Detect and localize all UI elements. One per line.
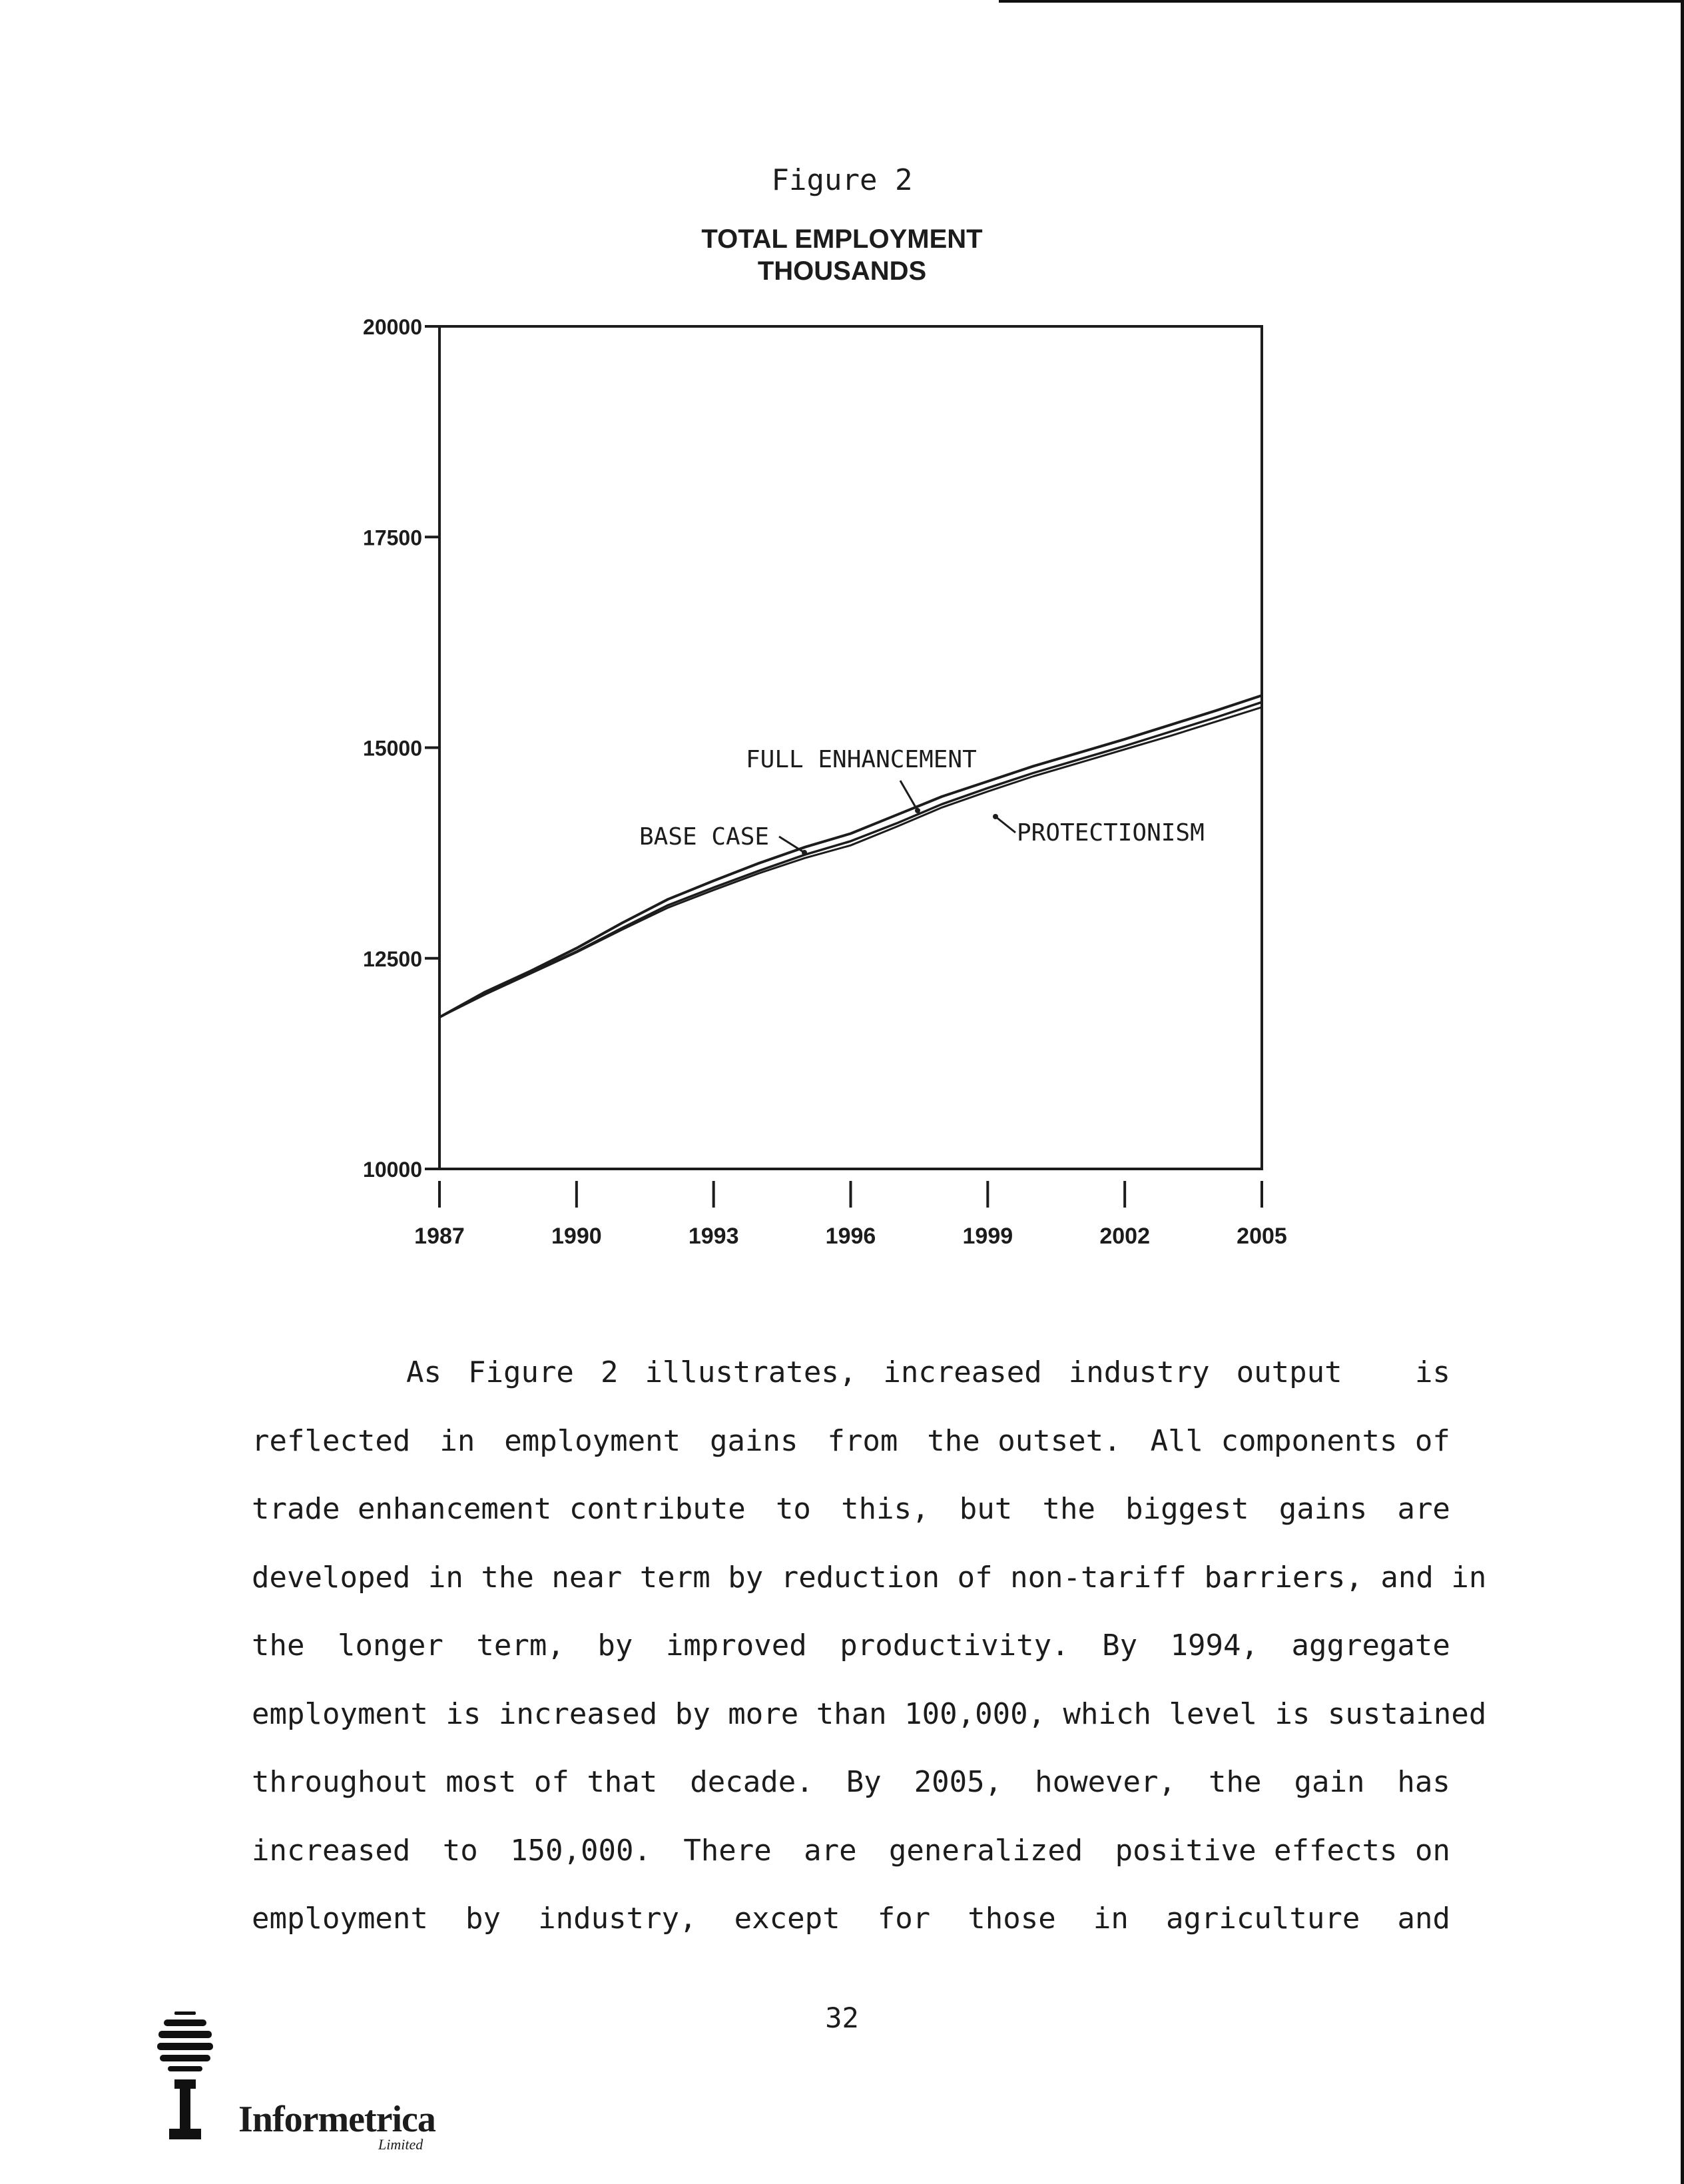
text-word: those (968, 1902, 1056, 1936)
text-word: to (775, 1492, 811, 1526)
text-word: by (465, 1902, 501, 1936)
annotation-leader (900, 781, 918, 811)
text-word: longer (337, 1629, 443, 1662)
text-line (252, 1885, 1450, 1954)
text-line (252, 1612, 1450, 1680)
text-word: the (1209, 1765, 1262, 1799)
logo-subtitle: Limited (378, 2136, 423, 2153)
text-word: gains (1278, 1492, 1368, 1526)
text-word: reflected (252, 1423, 411, 1458)
text-word: are (1397, 1492, 1450, 1526)
annotation-leader (779, 837, 804, 853)
text-word: increased (883, 1355, 1042, 1389)
x-tick-label: 2002 (1099, 1224, 1150, 1249)
text-word: agriculture (1165, 1902, 1360, 1936)
logo-wordmark: Informetrica (238, 2099, 435, 2140)
text-word: 1994, (1170, 1629, 1259, 1662)
x-tick-label: 1987 (414, 1224, 465, 1249)
series-annotation-label: PROTECTIONISM (1017, 819, 1205, 847)
annotation-leader (995, 817, 1015, 833)
x-tick-label: 1996 (825, 1224, 876, 1249)
text-word: As (406, 1355, 441, 1389)
text-line (252, 1748, 1450, 1817)
text-line (252, 1817, 1450, 1886)
text-word: for (877, 1902, 931, 1936)
text-word: 150,000. (510, 1833, 651, 1868)
text-line (252, 1544, 1487, 1613)
text-word: the (1042, 1492, 1095, 1526)
text-word: to (442, 1833, 478, 1868)
chart-title-line-2: THOUSANDS (757, 256, 927, 286)
body-paragraph (252, 1339, 1487, 1954)
text-word: employment (252, 1902, 428, 1936)
x-tick-label: 1990 (551, 1224, 602, 1249)
text-word: biggest (1125, 1492, 1249, 1526)
text-line (252, 1475, 1450, 1544)
text-word: improved (665, 1629, 807, 1662)
chart-title-line-1: TOTAL EMPLOYMENT (701, 224, 983, 254)
text-word: productivity. (840, 1629, 1069, 1662)
annotation-arrowhead (915, 808, 920, 813)
figure-label: Figure 2 (771, 163, 913, 197)
text-word: is (1415, 1355, 1450, 1389)
text-word: 2005, (914, 1765, 1003, 1799)
text-word: the outset. (927, 1423, 1121, 1458)
text-word: but (959, 1492, 1013, 1526)
text-word: gains (710, 1423, 798, 1458)
text-word: in (1093, 1902, 1129, 1936)
text-word: in (439, 1423, 475, 1458)
text-word: By (846, 1765, 882, 1799)
text-word: generalized (888, 1833, 1083, 1868)
text-word: All components of (1150, 1423, 1450, 1458)
text-word: developed in the near term by reduction of non-tariff barriers, and in (252, 1560, 1487, 1595)
page-number: 32 (825, 2002, 859, 2034)
y-tick-label: 12500 (363, 946, 422, 971)
text-word: output (1236, 1355, 1342, 1389)
text-word: from (827, 1423, 898, 1458)
text-word: term, (476, 1629, 565, 1662)
x-tick-label: 1993 (688, 1224, 739, 1249)
text-word: There (683, 1833, 772, 1868)
text-word: has (1397, 1765, 1450, 1799)
series-annotation-label: BASE CASE (639, 823, 770, 851)
x-tick-label: 1999 (962, 1224, 1013, 1249)
text-word: throughout most of that (252, 1765, 658, 1799)
series-annotation-label: FULL ENHANCEMENT (746, 746, 977, 773)
text-word: the (252, 1629, 305, 1662)
text-word: By (1102, 1629, 1138, 1662)
y-tick-label: 15000 (363, 736, 422, 761)
text-word: are (804, 1833, 857, 1868)
text-line (252, 1339, 1450, 1407)
text-word: and (1397, 1902, 1450, 1936)
text-word: industry (1068, 1355, 1210, 1389)
text-word: positive effects on (1115, 1833, 1450, 1868)
text-word: trade enhancement contribute (252, 1492, 746, 1526)
text-word: increased (252, 1833, 411, 1868)
text-word: by (597, 1629, 633, 1662)
text-word: 2 (600, 1355, 619, 1389)
y-tick-label: 20000 (363, 315, 422, 339)
y-tick-label: 10000 (363, 1158, 422, 1182)
text-line (252, 1407, 1450, 1476)
series-line-1 (439, 695, 1262, 1017)
text-word: employment (504, 1423, 681, 1458)
text-word: employment is increased by more than 100,000, which level is sustained (252, 1696, 1487, 1731)
text-word: however, (1035, 1765, 1177, 1799)
text-word: this, (841, 1492, 930, 1526)
x-tick-label: 2005 (1237, 1224, 1287, 1249)
y-tick-label: 17500 (363, 526, 422, 550)
annotation-arrowhead (802, 850, 807, 855)
text-word: illustrates, (645, 1355, 857, 1389)
text-line (252, 1680, 1487, 1749)
text-word: Figure (467, 1355, 574, 1389)
annotation-arrowhead (993, 814, 998, 819)
text-word: industry, (538, 1902, 697, 1936)
text-word: decade. (690, 1765, 814, 1799)
text-word: gain (1294, 1765, 1365, 1799)
text-word: aggregate (1291, 1629, 1450, 1662)
text-word: except (734, 1902, 840, 1936)
